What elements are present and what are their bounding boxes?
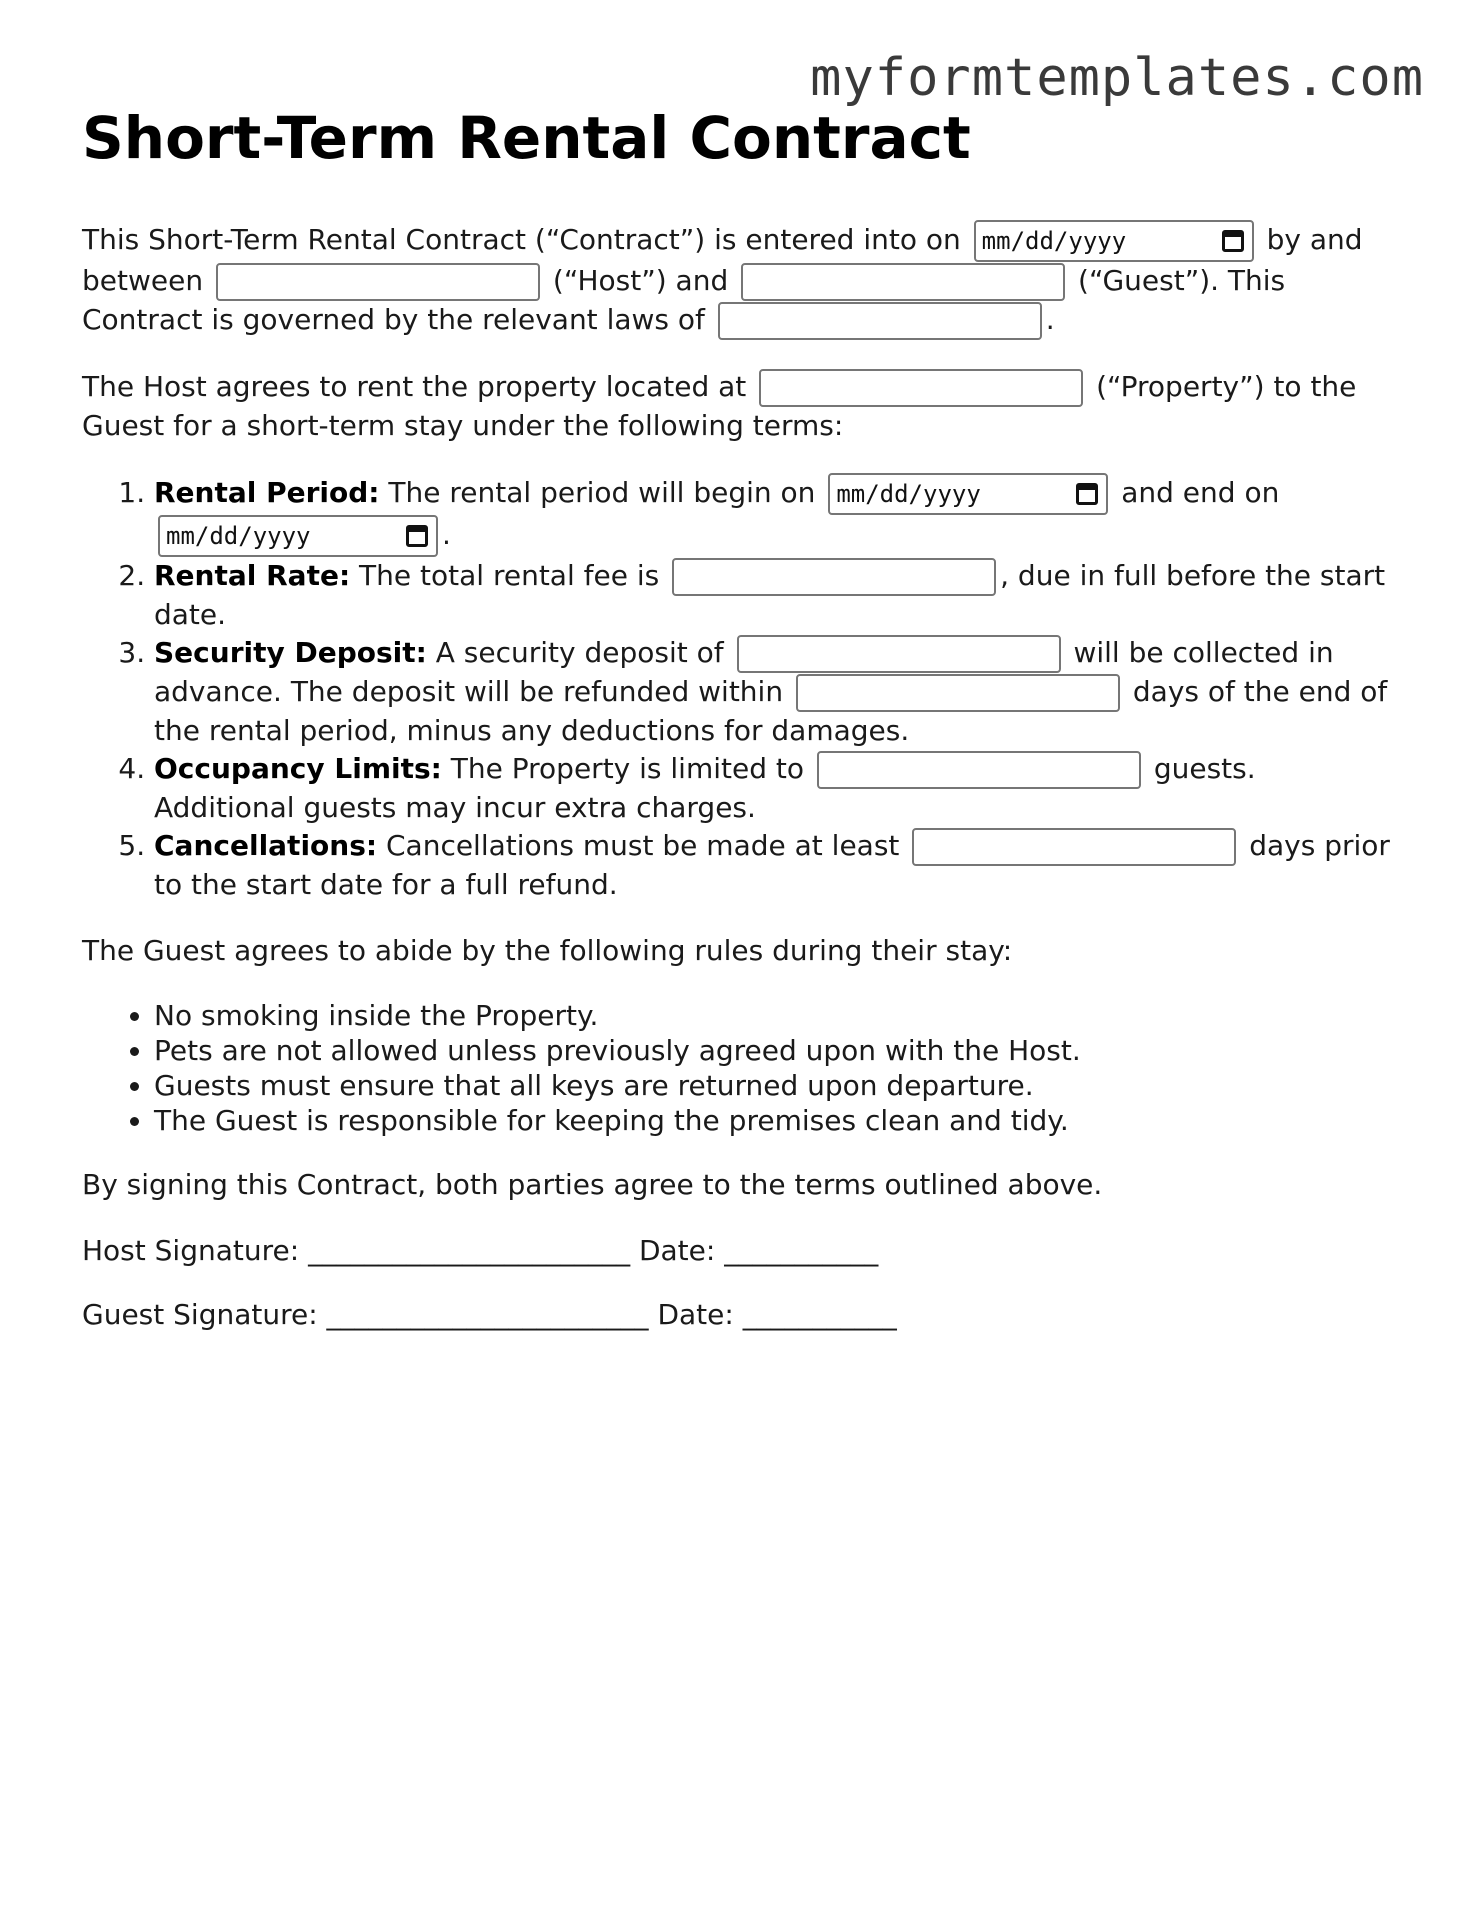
rule-item: • No smoking inside the Property. (154, 998, 1402, 1033)
refund-days-input[interactable] (796, 674, 1120, 712)
terms-list (82, 473, 1402, 904)
host-name-input[interactable] (216, 263, 540, 301)
agreement-statement: By signing this Contract, both parties agree to the terms outlined above. (82, 1168, 1103, 1201)
intro-paragraph (82, 220, 1402, 340)
term-text: The Property is limited to (450, 752, 805, 785)
intro-text-3: (“Host”) and (552, 264, 729, 297)
calendar-icon[interactable] (1222, 230, 1244, 252)
property-address-input[interactable] (759, 369, 1083, 407)
rule-item: • Guests must ensure that all keys are returned upon departure. (154, 1068, 1402, 1103)
page-title: Short-Term Rental Contract (82, 104, 971, 172)
intro-text-2: by and between (82, 223, 1363, 297)
term-label: Security Deposit: (154, 636, 427, 669)
calendar-icon[interactable] (1076, 483, 1098, 505)
intro-text-1: This Short-Term Rental Contract (“Contract”) is entered into on (82, 223, 961, 256)
governing-law-input[interactable] (718, 302, 1042, 340)
guest-signature-line: Guest Signature: _______________________ Date: ___________ (82, 1298, 897, 1331)
rules-intro: The Guest agrees to abide by the following rules during their stay: (82, 934, 1013, 967)
term-rental-rate (154, 557, 1402, 634)
start-date-placeholder: mm/dd/yyyy (836, 480, 981, 508)
contract-date-input[interactable] (974, 220, 1254, 262)
max-guests-input[interactable] (817, 751, 1141, 789)
term-label: Rental Period: (154, 476, 380, 509)
term-text: Cancellations must be made at least (385, 829, 900, 862)
cancellation-days-input[interactable] (912, 828, 1236, 866)
end-date-placeholder: mm/dd/yyyy (166, 522, 311, 550)
term-text: guests. Additional guests may incur extra charges. (154, 752, 1256, 824)
term-text: will be collected in advance. The deposit will be refunded within (154, 636, 1334, 708)
host-signature-line: Host Signature: _______________________ Date: ___________ (82, 1234, 879, 1267)
term-cancellations (154, 827, 1402, 904)
calendar-icon[interactable] (406, 525, 428, 547)
term-rental-period (154, 473, 1402, 557)
deposit-amount-input[interactable] (737, 635, 1061, 673)
term-label: Rental Rate: (154, 559, 351, 592)
term-text: days of the end of the rental period, minus any deductions for damages. (154, 675, 1388, 747)
rules-list (82, 998, 1402, 1138)
property-paragraph (82, 368, 1402, 445)
contract-document (82, 100, 1402, 1360)
term-occupancy-limits (154, 750, 1402, 827)
property-text-2: (“Property”) to the Guest for a short-term stay under the following terms: (82, 370, 1357, 442)
term-text: and end on (1121, 476, 1280, 509)
term-text: A security deposit of (435, 636, 724, 669)
watermark: myformtemplates.com (810, 48, 1424, 108)
rental-start-date-input[interactable] (828, 473, 1108, 515)
rule-item: • Pets are not allowed unless previously agreed upon with the Host. (154, 1033, 1402, 1068)
guest-name-input[interactable] (741, 263, 1065, 301)
rule-item: • The Guest is responsible for keeping the premises clean and tidy. (154, 1103, 1402, 1138)
property-text-1: The Host agrees to rent the property located at (82, 370, 747, 403)
contract-date-placeholder: mm/dd/yyyy (981, 227, 1127, 255)
term-text: The total rental fee is (359, 559, 660, 592)
term-text: days prior to the start date for a full refund. (154, 829, 1390, 901)
term-security-deposit (154, 634, 1402, 750)
intro-text-4: (“Guest”). This Contract is governed by the relevant laws of (82, 264, 1286, 336)
intro-text-5: . (1045, 303, 1055, 336)
term-text: , due in full before the start date. (154, 559, 1386, 631)
term-text: . (442, 518, 451, 551)
term-label: Occupancy Limits: (154, 752, 442, 785)
term-text: The rental period will begin on (388, 476, 816, 509)
term-label: Cancellations: (154, 829, 378, 862)
rental-fee-input[interactable] (672, 558, 996, 596)
rental-end-date-input[interactable] (158, 515, 438, 557)
